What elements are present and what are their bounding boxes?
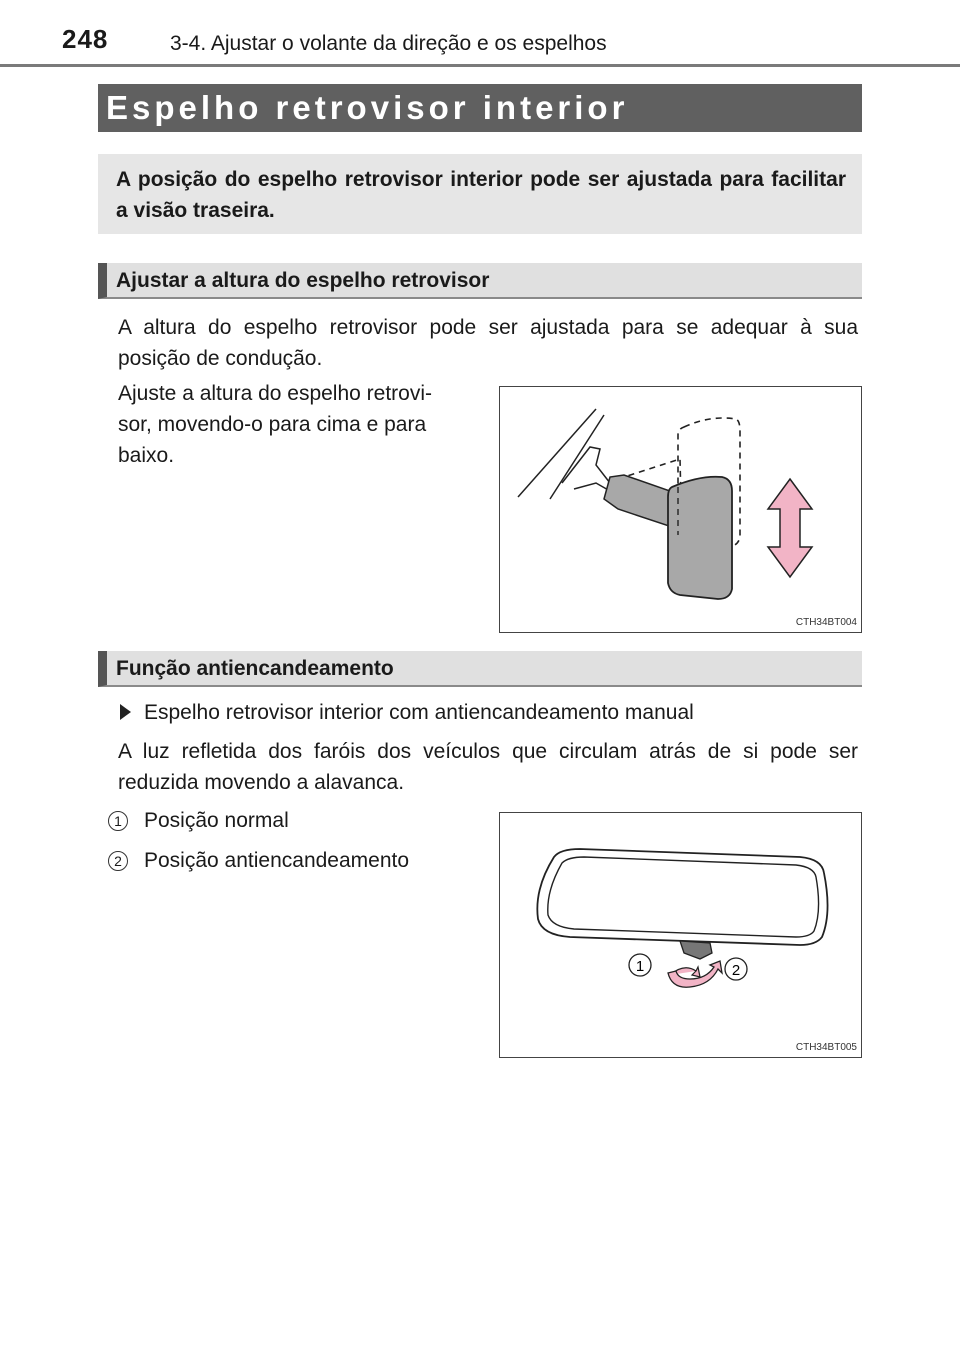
antiglare-bullet: Espelho retrovisor interior com antiencandeamento manual — [144, 701, 694, 724]
figure-code: CTH34BT004 — [795, 617, 857, 628]
antiglare-lever — [680, 941, 712, 959]
mirror-height-illustration — [500, 387, 860, 631]
item-antiglare-position: Posição antiencandeamento — [144, 849, 410, 872]
header-rule — [0, 64, 960, 67]
running-header: 3-4. Ajustar o volante da direção e os espelhos — [170, 32, 607, 55]
section-heading-antiglare: Função antiencandeamento — [116, 657, 394, 680]
page-title: Espelho retrovisor interior — [106, 89, 629, 126]
item-number-badge: 2 — [108, 851, 128, 871]
page-number: 248 — [62, 24, 109, 54]
figure-antiglare-lever — [499, 812, 862, 1058]
mirror-frame-outer — [537, 849, 827, 945]
height-instruction-line: Ajuste a altura do espelho retrovi- — [118, 382, 433, 405]
item-normal-position: Posição normal — [144, 809, 289, 832]
windshield-line — [550, 415, 604, 499]
windshield-line — [518, 409, 596, 497]
figure-mirror-height — [499, 386, 862, 633]
height-instruction — [118, 378, 480, 471]
mirror-frame-inner — [548, 857, 819, 937]
mirror-body — [668, 477, 732, 599]
mirror-stem — [574, 483, 610, 491]
figure-code: CTH34BT005 — [795, 1042, 857, 1053]
callout-number: 1 — [635, 958, 645, 975]
height-instruction-line: sor, movendo-o para cima e para — [118, 413, 427, 436]
bullet-arrow-icon — [120, 704, 131, 720]
up-down-arrow-icon — [768, 479, 812, 577]
intro-text: A posição do espelho retrovisor interior pode ser ajustada para facilitar a visão traseira. — [116, 168, 846, 222]
antiglare-illustration — [500, 813, 860, 1056]
antiglare-paragraph: A luz refletida dos faróis dos veículos que circulam atrás de si pode ser reduzida movendo a alavanca. — [118, 740, 858, 794]
height-instruction-line: baixo. — [118, 444, 175, 467]
callout-number: 2 — [731, 962, 741, 979]
mirror-arm — [604, 475, 672, 527]
item-number-badge: 1 — [108, 811, 128, 831]
height-paragraph: A altura do espelho retrovisor pode ser ajustada para se adequar à sua posição de condução. — [118, 316, 858, 370]
section-heading-height: Ajustar a altura do espelho retrovisor — [116, 269, 490, 292]
